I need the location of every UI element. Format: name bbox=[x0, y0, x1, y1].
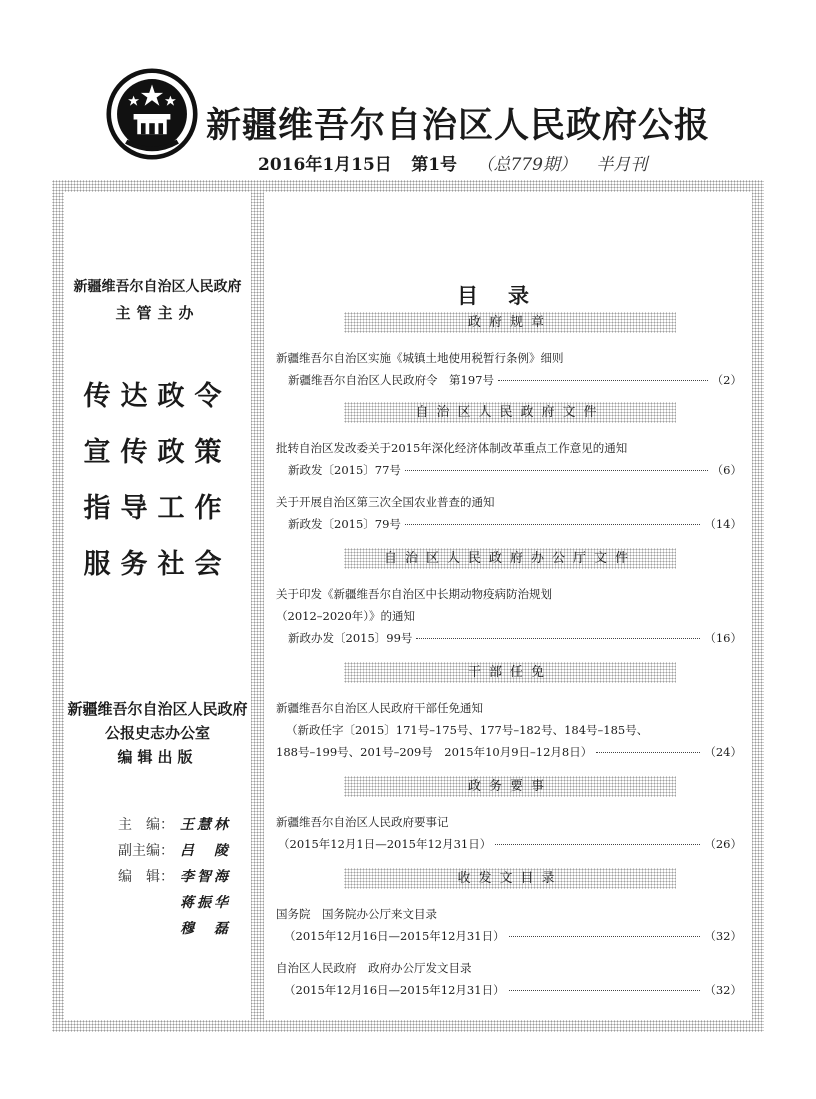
toc-item-ref: 188号–199号、201号–209号 2015年10月9日–12月8日） bbox=[276, 745, 593, 759]
publisher-role: 编辑出版 bbox=[117, 748, 198, 766]
motto-line: 指导工作 bbox=[83, 493, 232, 524]
leader-dots bbox=[498, 380, 708, 381]
sponsor-role: 主管主办 bbox=[115, 304, 200, 322]
national-emblem-icon bbox=[106, 68, 198, 160]
toc-item-page: （26） bbox=[704, 837, 742, 851]
toc-item-ref: （2015年12月1日—2015年12月31日） bbox=[278, 837, 492, 851]
toc-item-page: （32） bbox=[704, 929, 742, 943]
editors-label: 编 辑： bbox=[118, 869, 174, 885]
editor-name: 穆 磊 bbox=[180, 921, 231, 937]
toc-item-ref: 新政办发〔2015〕99号 bbox=[288, 631, 413, 645]
toc-item-title: 新疆维吾尔自治区实施《城镇土地使用税暂行条例》细则 bbox=[276, 351, 564, 365]
toc-item-ref-line[interactable] bbox=[288, 462, 742, 478]
toc-section-header: 干部任免 bbox=[344, 662, 676, 683]
toc-section-header: 政府规章 bbox=[344, 312, 676, 333]
toc-item-title: 新疆维吾尔自治区人民政府要事记 bbox=[276, 815, 449, 829]
toc-section-header: 政务要事 bbox=[344, 776, 676, 797]
toc-item-ref-line[interactable] bbox=[284, 928, 742, 944]
toc-item-page: （32） bbox=[704, 983, 742, 997]
toc-section-header: 自治区人民政府办公厅文件 bbox=[344, 548, 676, 569]
chief-editor-name: 王慧林 bbox=[180, 817, 231, 833]
toc-item-page: （16） bbox=[704, 631, 742, 645]
toc-panel bbox=[264, 192, 752, 1020]
toc-item-ref: 新政发〔2015〕77号 bbox=[288, 463, 401, 477]
toc-item-page: （24） bbox=[704, 745, 742, 759]
deputy-editor-label: 副主编： bbox=[118, 843, 174, 859]
toc-item-ref: 新政发〔2015〕79号 bbox=[288, 517, 401, 531]
publisher-org: 新疆维吾尔自治区人民政府 bbox=[67, 700, 248, 718]
toc-item-page: （14） bbox=[704, 517, 742, 531]
toc-item-ref-line[interactable] bbox=[284, 982, 742, 998]
issue-total: （总779期） bbox=[476, 155, 577, 175]
issue-line bbox=[258, 150, 661, 175]
toc-item-title: 国务院 国务院办公厅来文目录 bbox=[276, 907, 437, 921]
leader-dots bbox=[416, 638, 700, 639]
toc-item-ref: （2015年12月16日—2015年12月31日） bbox=[284, 983, 505, 997]
chief-editor-row bbox=[118, 814, 231, 834]
motto-line: 传达政令 bbox=[83, 381, 232, 412]
motto-line: 宣传政策 bbox=[83, 437, 232, 468]
toc-item-title: 批转自治区发改委关于2015年深化经济体制改革重点工作意见的通知 bbox=[276, 441, 628, 455]
editor-name: 李智海 bbox=[180, 869, 231, 885]
leader-dots bbox=[495, 844, 700, 845]
toc-item-ref-line[interactable] bbox=[288, 372, 742, 388]
left-panel bbox=[64, 192, 251, 1020]
editor-name: 蒋振华 bbox=[180, 895, 231, 911]
leader-dots bbox=[509, 936, 701, 937]
leader-dots bbox=[509, 990, 701, 991]
toc-item-ref-line[interactable] bbox=[288, 630, 742, 646]
toc-item-page: （6） bbox=[711, 463, 742, 477]
toc-item-title: 关于印发《新疆维吾尔自治区中长期动物疫病防治规划 bbox=[276, 587, 552, 601]
dotted-frame bbox=[52, 180, 764, 1032]
deputy-editor-row bbox=[118, 840, 231, 860]
motto-line: 服务社会 bbox=[83, 549, 232, 580]
gazette-title: 新疆维吾尔自治区人民政府公报 bbox=[206, 105, 711, 146]
issue-number: 第1号 bbox=[411, 155, 458, 175]
toc-item-ref-line[interactable] bbox=[276, 744, 742, 760]
toc-item-title: 关于开展自治区第三次全国农业普查的通知 bbox=[276, 495, 495, 509]
toc-title: 目录 bbox=[457, 283, 559, 308]
sponsor-org: 新疆维吾尔自治区人民政府 bbox=[73, 279, 242, 295]
toc-item-ref-line[interactable] bbox=[288, 516, 742, 532]
issue-frequency: 半月刊 bbox=[596, 155, 648, 175]
leader-dots bbox=[596, 752, 700, 753]
leader-dots bbox=[405, 470, 708, 471]
publisher-office: 公报史志办公室 bbox=[104, 724, 210, 742]
deputy-editor-name: 吕 陵 bbox=[180, 843, 231, 859]
toc-item-ref: （2015年12月16日—2015年12月31日） bbox=[284, 929, 505, 943]
chief-editor-label: 主 编： bbox=[118, 817, 174, 833]
toc-item-title: 自治区人民政府 政府办公厅发文目录 bbox=[276, 961, 472, 975]
toc-item-ref-line[interactable] bbox=[278, 836, 742, 852]
toc-item-title-cont: （2012–2020年）》的通知 bbox=[276, 609, 416, 623]
toc-item-ref: 新疆维吾尔自治区人民政府令 第197号 bbox=[288, 373, 494, 387]
issue-date: 2016年1月15日 bbox=[258, 155, 392, 175]
toc-item-title-cont: （新政任字〔2015〕171号–175号、177号–182号、184号–185号、 bbox=[286, 723, 649, 737]
toc-section-header: 收发文目录 bbox=[344, 868, 676, 889]
toc-section-header: 自治区人民政府文件 bbox=[344, 402, 676, 423]
editors-row bbox=[118, 866, 231, 886]
toc-item-page: （2） bbox=[711, 373, 742, 387]
leader-dots bbox=[405, 524, 700, 525]
toc-item-title: 新疆维吾尔自治区人民政府干部任免通知 bbox=[276, 701, 483, 715]
